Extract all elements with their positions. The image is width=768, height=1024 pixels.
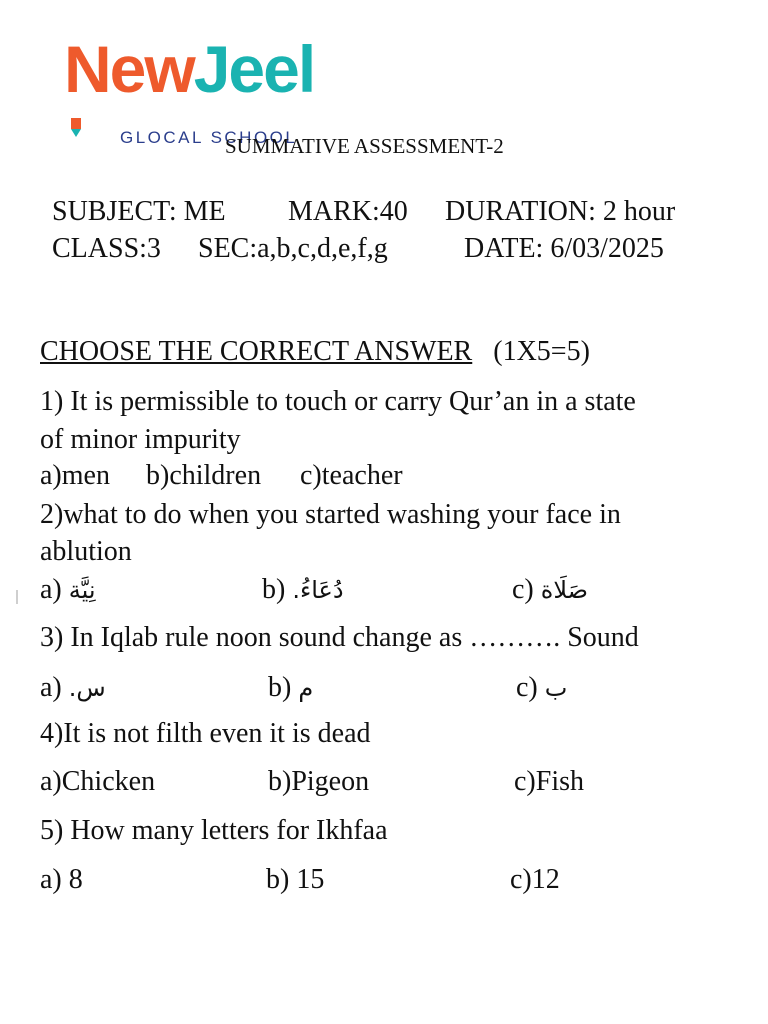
logo-word-jeel: Jeel bbox=[193, 32, 315, 106]
question-5-option-b: b) 15 bbox=[266, 864, 325, 895]
question-2-option-a bbox=[40, 574, 96, 606]
question-2-option-a-text: نِيَّة bbox=[68, 576, 96, 604]
question-2-option-b-letter: b) bbox=[262, 574, 286, 605]
question-1-option-a: a)men bbox=[40, 460, 110, 491]
date-label: DATE: 6/03/2025 bbox=[464, 233, 664, 264]
question-3-option-b-text: م bbox=[298, 674, 314, 702]
question-2-option-c-text: صَلَاة bbox=[540, 576, 589, 604]
question-5-option-a: a) 8 bbox=[40, 864, 83, 895]
question-3-option-a-text: س. bbox=[68, 674, 106, 702]
question-3-option-b bbox=[268, 672, 313, 704]
duration-label: DURATION: 2 hour bbox=[445, 196, 676, 227]
question-5-option-c: c)12 bbox=[510, 864, 560, 895]
class-label: CLASS:3 bbox=[52, 233, 161, 264]
logo-subtitle: GLOCAL SCHOOL bbox=[120, 128, 298, 147]
question-3-option-c bbox=[516, 672, 567, 704]
question-1-option-c: c)teacher bbox=[300, 460, 403, 491]
question-4-option-a: a)Chicken bbox=[40, 766, 156, 797]
school-logo bbox=[64, 32, 334, 147]
question-1-line-2: of minor impurity bbox=[40, 424, 241, 455]
question-4-line-1: 4)It is not filth even it is dead bbox=[40, 718, 371, 749]
question-3-option-c-letter: c) bbox=[516, 672, 538, 703]
subject-label: SUBJECT: ME bbox=[52, 196, 226, 227]
question-3-option-a bbox=[40, 672, 106, 704]
logo-word-new: New bbox=[64, 32, 194, 106]
question-4-option-b: b)Pigeon bbox=[268, 766, 370, 797]
question-2-option-a-letter: a) bbox=[40, 574, 62, 605]
question-3-option-c-text: ب bbox=[544, 674, 568, 702]
question-2-option-b-text: دُعَاءُ. bbox=[292, 576, 344, 604]
section-title: CHOOSE THE CORRECT ANSWER bbox=[40, 336, 473, 367]
section-marks: (1X5=5) bbox=[493, 336, 590, 367]
question-4-option-c: c)Fish bbox=[514, 766, 584, 797]
section-label: SEC:a,b,c,d,e,f,g bbox=[198, 233, 388, 264]
logo-wordmark bbox=[64, 32, 314, 106]
question-2-option-c bbox=[512, 574, 588, 606]
question-1-option-b: b)children bbox=[146, 460, 262, 491]
question-3-line-1: 3) In Iqlab rule noon sound change as ………. Sound bbox=[40, 622, 639, 653]
question-2-option-c-letter: c) bbox=[512, 574, 534, 605]
question-2-line-2: ablution bbox=[40, 536, 132, 567]
section-heading bbox=[40, 336, 590, 368]
question-5-line-1: 5) How many letters for Ikhfaa bbox=[40, 815, 388, 846]
question-3-option-a-letter: a) bbox=[40, 672, 62, 703]
mark-label: MARK:40 bbox=[288, 196, 408, 227]
question-2-line-1: 2)what to do when you started washing your face in bbox=[40, 499, 621, 530]
question-1-line-1: 1) It is permissible to touch or carry Qur’an in a state bbox=[40, 386, 636, 417]
pencil-icon bbox=[68, 118, 84, 138]
scan-edge-mark bbox=[16, 590, 18, 604]
question-3-option-b-letter: b) bbox=[268, 672, 292, 703]
assessment-title: SUMMATIVE ASSESSMENT-2 bbox=[225, 134, 504, 158]
question-2-option-b bbox=[262, 574, 344, 606]
